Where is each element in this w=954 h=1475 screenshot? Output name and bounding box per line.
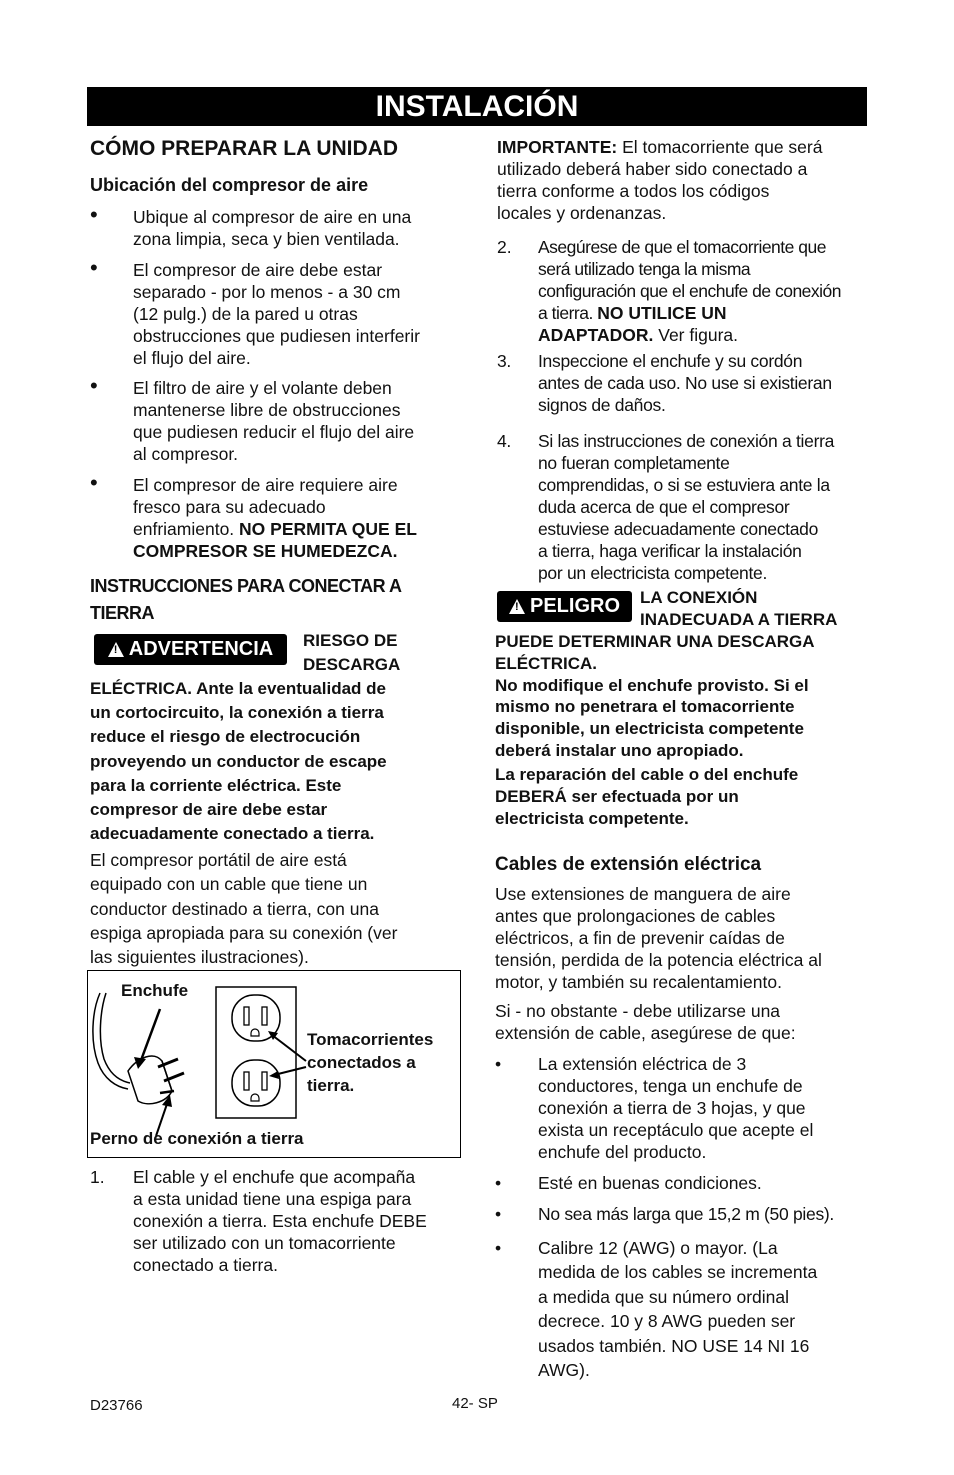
warning-line: reduce el riesgo de electrocución <box>90 727 361 747</box>
danger-line: PUEDE DETERMINAR UNA DESCARGA <box>495 632 815 651</box>
paragraph-line: motor, y también su recalentamiento. <box>495 972 782 992</box>
extension-paragraph-2 <box>495 1000 796 1044</box>
important-label: IMPORTANTE: <box>497 137 618 157</box>
plug-label: Enchufe <box>121 981 189 1000</box>
item-line: a esta unidad tiene una espiga para <box>133 1189 412 1209</box>
important-line: utilizado deberá haber sido conectado a <box>497 159 808 179</box>
bullet-line: el flujo del aire. <box>133 348 251 368</box>
bullet-line: conexión a tierra de 3 hojas, y que <box>538 1098 806 1118</box>
danger-line: DEBERÁ ser efectuada por un <box>495 787 739 806</box>
ground-heading-line: TIERRA <box>90 603 154 623</box>
warning-icon: ! <box>509 599 525 614</box>
paragraph-line: Si - no obstante - debe utilizarse una <box>495 1001 781 1021</box>
outlet-label-line: tierra. <box>307 1076 355 1095</box>
paragraph-line: tensión, perdida de la potencia eléctrica al <box>495 950 822 970</box>
warning-icon: ! <box>108 642 124 657</box>
warning-line: compresor de aire debe estar <box>90 800 328 820</box>
numbered-item <box>497 236 869 346</box>
paragraph-line: antes que prolongaciones de cables <box>495 906 776 926</box>
item-line: signos de daños. <box>538 395 666 415</box>
item-line: Si las instrucciones de conexión a tierra <box>538 431 835 451</box>
numbered-item <box>497 430 869 584</box>
item-line: Inspeccione el enchufe y su cordón <box>538 351 803 371</box>
danger-line: ELÉCTRICA. <box>495 653 597 673</box>
location-heading: Ubicación del compresor de aire <box>90 175 369 195</box>
item-line: será utilizado tenga la misma <box>538 259 751 279</box>
bullet-line: Esté en buenas condiciones. <box>538 1173 762 1193</box>
warning-line: para la corriente eléctrica. Este <box>90 775 342 795</box>
bullet-line: decrece. 10 y 8 AWG pueden ser <box>538 1311 796 1332</box>
bullet-line: (12 pulg.) de la pared u otras <box>133 304 358 324</box>
extension-heading: Cables de extensión eléctrica <box>495 854 762 875</box>
pin-label: Perno de conexión a tierra <box>90 1129 304 1148</box>
warning-text-top <box>303 629 400 677</box>
bullet-line: medida de los cables se incrementa <box>538 1262 818 1283</box>
bullet-line: mantenerse libre de obstrucciones <box>133 400 401 420</box>
bullet-line: enfriamiento. <box>133 519 240 539</box>
item-line: configuración que el enchufe de conexión <box>538 281 842 301</box>
bullet-item <box>90 373 460 465</box>
bullet-line: El filtro de aire y el volante deben <box>133 378 392 398</box>
item-line: no fueran completamente <box>538 453 730 473</box>
bullet-line: conductores, tenga un enchufe de <box>538 1076 803 1096</box>
bullet-icon: • <box>495 1054 502 1074</box>
bullet-item <box>495 1053 867 1163</box>
numbered-item <box>90 1166 462 1276</box>
bullet-line: Calibre 12 (AWG) o mayor. (La <box>538 1238 778 1258</box>
paragraph-line: El compresor portátil de aire está <box>90 850 347 870</box>
danger-line: electricista competente. <box>495 809 689 828</box>
bullet-line: No sea más larga que 15,2 m (50 pies). <box>538 1204 834 1224</box>
paragraph-line: eléctricos, a fin de prevenir caídas de <box>495 928 785 948</box>
bullet-item <box>495 1236 867 1382</box>
item-line: estuviese adecuadamente conectado <box>538 519 819 539</box>
warning-line: RIESGO DE <box>303 631 398 650</box>
outlet-label-line: conectados a <box>307 1053 416 1072</box>
bullet-line: Ubique al compresor de aire en una <box>133 207 412 227</box>
outlet-label-line: Tomacorrientes <box>307 1030 434 1049</box>
danger-badge-label: PELIGRO <box>529 595 620 617</box>
bullet-icon: • <box>90 470 98 495</box>
bullet-line: al compresor. <box>133 444 239 464</box>
bullet-icon: • <box>495 1238 502 1258</box>
bullet-icon: • <box>90 202 98 227</box>
important-line: tierra conforme a todos los códigos <box>497 181 770 201</box>
bullet-line: exista un receptáculo que acepte el <box>538 1120 814 1140</box>
item-emphasis: NO UTILICE UN <box>597 303 727 323</box>
item-line: antes de cada uso. No use si existieran <box>538 373 832 393</box>
item-number: 2. <box>497 237 512 257</box>
danger-line: INADECUADA A TIERRA <box>640 610 838 629</box>
paragraph-line: Use extensiones de manguera de aire <box>495 884 791 904</box>
important-line: locales y ordenanzas. <box>497 203 667 223</box>
item-line: por un electricista competente. <box>538 563 768 583</box>
paragraph-line: conductor destinado a tierra, con una <box>90 898 379 919</box>
bullet-line: fresco para su adecuado <box>133 497 326 517</box>
bullet-line: separado - por lo menos - a 30 cm <box>133 282 401 302</box>
ground-heading-line: INSTRUCCIONES PARA CONECTAR A <box>90 576 402 596</box>
item-line: a tierra, haga verificar la instalación <box>538 541 802 561</box>
bullet-icon: • <box>495 1204 501 1224</box>
danger-line: mismo no penetrara el tomacorriente <box>495 697 795 717</box>
item-line: Ver figura. <box>653 325 739 345</box>
bullet-line: a medida que su número ordinal <box>538 1286 789 1307</box>
warning-text <box>90 677 387 846</box>
paragraph-line: las siguientes ilustraciones). <box>90 947 309 968</box>
bullet-emphasis: NO PERMITA QUE EL <box>239 519 417 539</box>
bullet-item <box>90 202 460 250</box>
danger-line: disponible, un electricista competente <box>495 719 804 739</box>
warning-line: proveyendo un conductor de escape <box>90 751 387 771</box>
item-number: 1. <box>90 1167 105 1187</box>
danger-badge <box>497 591 632 622</box>
danger-line: LA CONEXIÓN <box>640 588 758 607</box>
item-line: a tierra. <box>538 303 598 323</box>
danger-line: La reparación del cable o del enchufe <box>495 765 799 784</box>
bullet-item <box>495 1172 867 1194</box>
bullet-line: enchufe del producto. <box>538 1142 707 1162</box>
bullet-item <box>90 255 460 369</box>
warning-badge-label: ADVERTENCIA <box>128 638 274 660</box>
bullet-line: La extensión eléctrica de 3 <box>538 1054 747 1074</box>
paragraph-line: extensión de cable, asegúrese de que: <box>495 1023 796 1043</box>
item-line: ser utilizado con un tomacorriente <box>133 1233 396 1253</box>
important-line: El tomacorriente que será <box>617 137 823 157</box>
paragraph-line: espiga apropiada para su conexión (ver <box>90 922 398 943</box>
item-line: conectado a tierra. <box>133 1255 278 1275</box>
bullet-item <box>495 1203 875 1225</box>
extension-paragraph <box>495 883 822 993</box>
bullet-icon: • <box>90 255 98 280</box>
item-number: 4. <box>497 431 511 451</box>
bullet-icon: • <box>495 1173 502 1193</box>
doc-number: D23766 <box>90 1397 143 1414</box>
warning-line: ELÉCTRICA. Ante la eventualidad de <box>90 679 386 698</box>
bullet-line: zona limpia, seca y bien ventilada. <box>133 229 400 249</box>
bullet-line: El compresor de aire requiere aire <box>133 475 398 495</box>
ground-paragraph <box>90 848 397 969</box>
bullet-line: obstrucciones que pudiesen interferir <box>133 326 420 346</box>
danger-line: deberá instalar uno apropiado. <box>495 740 744 760</box>
bullet-line: que pudiesen reducir el flujo del aire <box>133 422 415 442</box>
bullet-line: El compresor de aire debe estar <box>133 260 383 280</box>
bullet-icon: • <box>90 373 98 398</box>
outlet-label <box>307 1028 433 1097</box>
item-line: Asegúrese de que el tomacorriente que <box>538 237 826 257</box>
numbered-item <box>497 350 869 416</box>
grounding-figure <box>87 970 461 1158</box>
page-title: INSTALACIÓN <box>87 87 867 126</box>
bullet-line: AWG). <box>538 1360 590 1381</box>
item-line: duda acerca de que el compresor <box>538 497 790 517</box>
bullet-item <box>90 470 460 562</box>
ground-heading <box>90 573 402 627</box>
bullet-emphasis: COMPRESOR SE HUMEDEZCA. <box>133 541 398 561</box>
paragraph-line: equipado con un cable que tiene un <box>90 874 368 895</box>
item-line: comprendidas, o si se estuviera ante la <box>538 475 830 495</box>
danger-text-repair <box>495 764 798 830</box>
warning-line: DESCARGA <box>303 655 401 674</box>
section-title: CÓMO PREPARAR LA UNIDAD <box>90 137 398 160</box>
warning-badge <box>94 634 287 665</box>
danger-line: No modifique el enchufe provisto. Si el <box>495 675 809 695</box>
danger-text-top <box>640 587 837 631</box>
important-note <box>497 136 822 224</box>
page-number: 42- SP <box>452 1395 498 1412</box>
warning-line: un cortocircuito, la conexión a tierra <box>90 703 384 723</box>
bullet-line: usados también. NO USE 14 NI 16 <box>538 1335 810 1356</box>
item-line: El cable y el enchufe que acompaña <box>133 1167 416 1187</box>
warning-line: adecuadamente conectado a tierra. <box>90 824 375 844</box>
item-line: conexión a tierra. Esta enchufe DEBE <box>133 1211 427 1231</box>
item-emphasis: ADAPTADOR. <box>538 325 654 345</box>
danger-text <box>495 631 815 762</box>
item-number: 3. <box>497 351 511 371</box>
